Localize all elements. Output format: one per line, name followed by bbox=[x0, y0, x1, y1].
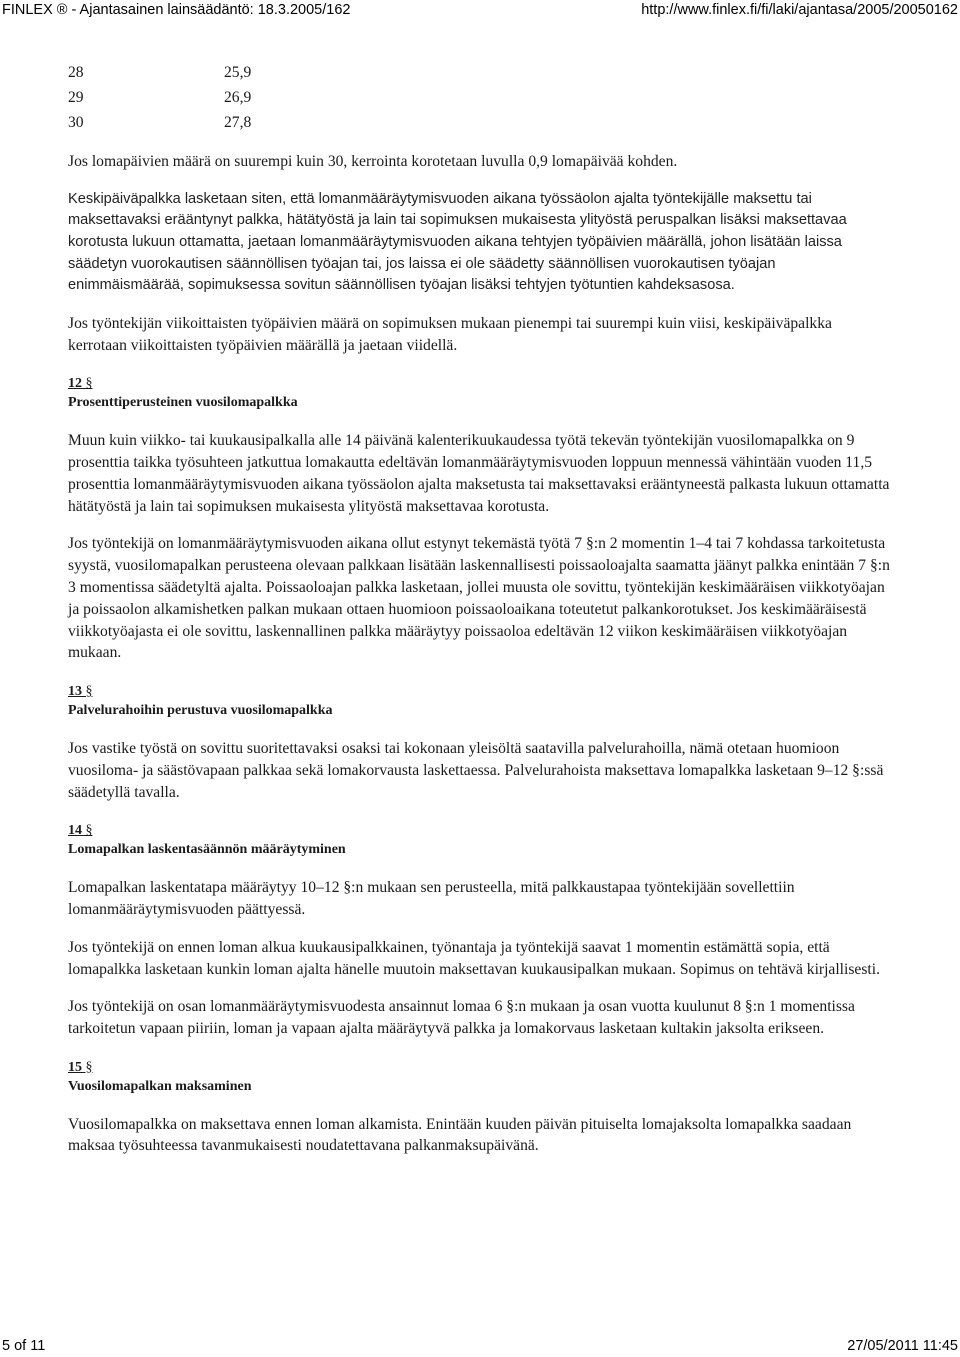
section-number-link[interactable] bbox=[68, 375, 93, 392]
section-sign: § bbox=[85, 684, 93, 700]
page-footer bbox=[0, 1335, 960, 1357]
section-number: 14 bbox=[68, 823, 82, 839]
paragraph: Jos työntekijän viikoittaisten työpäivien määrä on sopimuksen mukaan pienempi tai suurempi kuin viisi, keskipäiväpalkka kerrotaan viikoittaisten työpäivien määrällä ja jaetaan viidellä. bbox=[68, 314, 832, 354]
header-url[interactable]: http://www.finlex.fi/fi/laki/ajantasa/2005/20050162 bbox=[641, 2, 958, 18]
section-number: 13 bbox=[68, 684, 82, 700]
section-sign: § bbox=[85, 823, 93, 839]
section-title: Lomapalkan laskentasäännön määräytyminen bbox=[68, 842, 346, 858]
table-cell-value: 27,8 bbox=[224, 114, 252, 131]
print-timestamp: 27/05/2011 11:45 bbox=[847, 1338, 958, 1354]
section-14 bbox=[68, 819, 893, 1040]
table-cell-days: 29 bbox=[68, 89, 84, 106]
coefficient-table bbox=[68, 62, 893, 137]
page-count: 5 of 11 bbox=[2, 1338, 46, 1354]
section-number-link[interactable] bbox=[68, 1059, 93, 1076]
section-sign: § bbox=[85, 376, 93, 392]
section-12 bbox=[68, 372, 893, 664]
table-cell-value: 26,9 bbox=[224, 89, 252, 106]
section-number: 12 bbox=[68, 376, 82, 392]
document-body bbox=[68, 62, 893, 1173]
section-number-link[interactable] bbox=[68, 683, 93, 700]
paragraph: Muun kuin viikko- tai kuukausipalkalla alle 14 päivänä kalenterikuukaudessa työtä tekevän työntekijän vuosilomapalkka on 9 prosenttia taikka työsuhteen jatkuttua lomakautta edeltävän lomanmääräytymisvuoden loppuun mennessä vähintään vuoden 11,5 prosenttia lomanmääräytymisvuoden aikana työssäolon ajalta maksetusta tai maksettavaksi erääntyneestä palkasta lukuun ottamatta hätätyöstä ja lain tai sopimuksen mukaisesta ylityöstä maksettavaa korotusta. bbox=[68, 432, 890, 515]
paragraph: Lomapalkan laskentatapa määräytyy 10–12 §:n mukaan sen perusteella, mitä palkkaustapaa työntekijään sovellettiin lomanmääräytymisvuoden päättyessä. bbox=[68, 879, 795, 918]
paragraph: Jos vastike työstä on sovittu suoritettavaksi osaksi tai kokonaan yleisöltä saatavilla palvelurahoilla, nämä otetaan huomioon vuosiloma- ja säästövapaan palkkaa sekä lomakorvausta laskettaessa. Palvelurahoista maksettava lomapalkka lasketaan 9–12 §:ssä säädetyllä tavalla. bbox=[68, 739, 884, 801]
table-cell-days: 28 bbox=[68, 64, 84, 81]
paragraph: Jos työntekijä on ennen loman alkua kuukausipalkkainen, työnantaja ja työntekijä saavat 1 momentin estämättä sopia, että lomapalkka lasketaan kunkin loman ajalta hänelle muutoin maksettavan kuukausipalkan mukaan. Sopimus on tehtävä kirjallisesti. bbox=[68, 938, 880, 978]
paragraph: Keskipäiväpalkka lasketaan siten, että lomanmääräytymisvuoden aikana työssäolon ajalta työntekijälle maksettu tai maksettavaksi erääntynyt palkka, hätätyöstä ja lain tai sopimuksen mukaisesta ylityöstä peruspalkan lisäksi maksettavaa korotusta lukuun ottamatta, jaetaan lomanmääräytymisvuoden aikana tehtyjen työpäivien määrällä, johon lisätään laissa säädetyn vuorokautisen säännöllisen työajan tai, jos laissa ei ole säädetty säännöllisen vuorokautisen työajan enimmäismäärää, sopimuksessa sovitun säännöllisen työajan lisäksi tehtyjen työtuntien kahdeksasosa. bbox=[68, 190, 847, 294]
paragraph: Jos työntekijä on osan lomanmääräytymisvuodesta ansainnut lomaa 6 §:n mukaan ja osan vuotta kuulunut 8 §:n 1 momentissa tarkoitetun vapaan piiriin, loman ja vapaan ajalta määräytyvä palkka ja lomakorvaus lasketaan kultakin jaksolta erikseen. bbox=[68, 998, 855, 1038]
paragraph: Jos lomapäivien määrä on suurempi kuin 30, kerrointa korotetaan luvulla 0,9 lomapäivää kohden. bbox=[68, 153, 678, 170]
section-number-link[interactable] bbox=[68, 822, 93, 839]
section-15 bbox=[68, 1056, 893, 1157]
table-cell-value: 25,9 bbox=[224, 64, 252, 81]
section-title: Palvelurahoihin perustuva vuosilomapalkka bbox=[68, 702, 333, 718]
table-row bbox=[68, 87, 893, 112]
section-title: Vuosilomapalkan maksaminen bbox=[68, 1078, 252, 1094]
paragraph: Jos työntekijä on lomanmääräytymisvuoden aikana ollut estynyt tekemästä työtä 7 §:n 2 momentin 1–4 tai 7 kohdassa tarkoitetusta syystä, vuosilomapalkan perusteena olevaan palkkaan lisätään laskennallisesti poissaoloajalta saamatta jäänyt palkka enintään 7 §:n 3 momentissa säädetyltä ajalta. Poissaoloajan palkka lasketaan, jollei muusta ole sovittu, työntekijän keskimääräisen viikkotyöajan ja poissaolon alkamishetken palkan mukaan ottaen huomioon poissaoloaikana toteutetut palkankorotukset. Jos keskimääräisestä viikkotyöajasta ei ole sovittu, laskennallinen palkka määräytyy poissaoloa edeltävän 12 viikon keskimääräisen viikkotyöajan mukaan. bbox=[68, 535, 890, 662]
section-13 bbox=[68, 680, 893, 803]
paragraph: Vuosilomapalkka on maksettava ennen loman alkamista. Enintään kuuden päivän pituiselta lomajaksolta lomapalkka saadaan maksaa työsuhteessa tavanmukaisesti noudatettavana palkanmaksupäivänä. bbox=[68, 1115, 852, 1155]
section-number: 15 bbox=[68, 1059, 82, 1075]
header-title: FINLEX ® - Ajantasainen lainsäädäntö: 18.3.2005/162 bbox=[2, 2, 351, 18]
table-row bbox=[68, 112, 893, 137]
section-sign: § bbox=[85, 1059, 93, 1075]
section-title: Prosenttiperusteinen vuosilomapalkka bbox=[68, 395, 298, 411]
page-header bbox=[0, 0, 960, 22]
table-row bbox=[68, 62, 893, 87]
table-cell-days: 30 bbox=[68, 114, 84, 131]
